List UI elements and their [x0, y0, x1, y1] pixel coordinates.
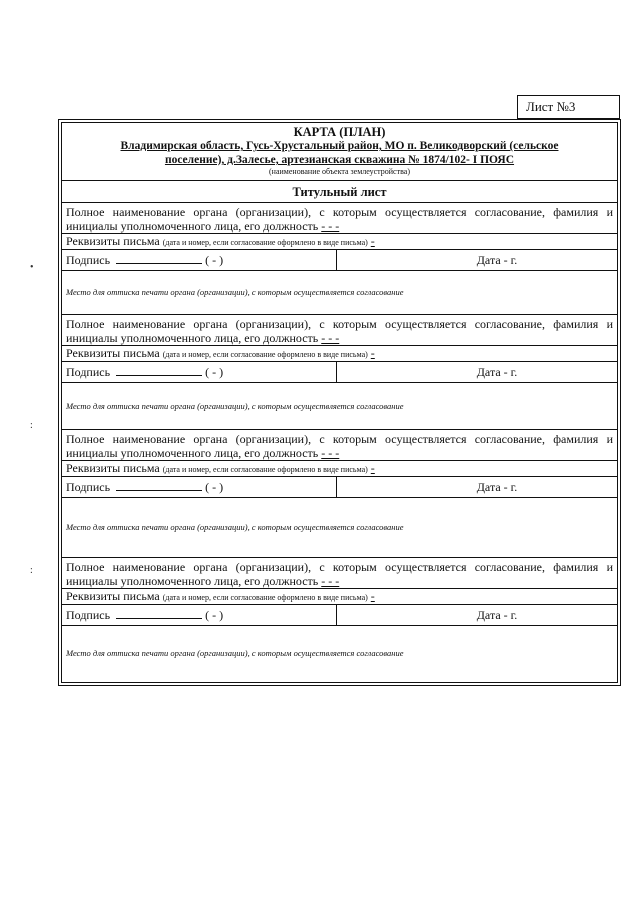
signature-value: ( - ) [205, 253, 224, 267]
signature-value: ( - ) [205, 480, 224, 494]
stamp-text: Место для оттиска печати органа (организации), с которым осуществляется согласование [66, 522, 404, 532]
object-name-line2: поселение), д.Залесье, артезианская скважина № 1874/102- I ПОЯС [164, 154, 515, 166]
document-title: КАРТА (ПЛАН) [293, 125, 386, 139]
approval-block [62, 315, 617, 430]
signature-cell [62, 605, 337, 625]
date-label: Дата - г. [476, 253, 518, 267]
letter-details-note: (дата и номер, если согласование оформлено в виде письма) [162, 593, 368, 602]
org-name-label: Полное наименование органа (организации), с которым осуществляется согласование, фамилия и инициалы уполномоченного лица, его должность [66, 317, 613, 345]
approval-block [62, 430, 617, 558]
org-name-row [62, 203, 617, 234]
date-cell [337, 250, 617, 270]
margin-mark: : [30, 420, 33, 431]
org-name-label: Полное наименование органа (организации), с которым осуществляется согласование, фамилия и инициалы уполномоченного лица, его должность [66, 560, 613, 588]
stamp-area [62, 626, 617, 680]
letter-details-row [62, 346, 617, 362]
letter-details-label: Реквизиты письма [66, 346, 160, 360]
date-cell [337, 605, 617, 625]
org-name-label: Полное наименование органа (организации), с которым осуществляется согласование, фамилия и инициалы уполномоченного лица, его должность [66, 432, 613, 460]
org-name-row [62, 558, 617, 589]
document-frame [58, 119, 621, 686]
letter-details-row [62, 461, 617, 477]
date-cell [337, 477, 617, 497]
sheet-number-box [517, 95, 620, 119]
signature-row [62, 605, 617, 626]
letter-details-label: Реквизиты письма [66, 461, 160, 475]
margin-mark: : [30, 565, 33, 576]
document-inner-frame [61, 122, 618, 683]
signature-value: ( - ) [205, 608, 224, 622]
letter-details-note: (дата и номер, если согласование оформлено в виде письма) [162, 465, 368, 474]
org-name-row [62, 315, 617, 346]
date-label: Дата - г. [476, 365, 518, 379]
signature-label: Подпись [66, 608, 111, 622]
signature-line [116, 251, 202, 264]
signature-row [62, 362, 617, 383]
org-name-label: Полное наименование органа (организации), с которым осуществляется согласование, фамилия и инициалы уполномоченного лица, его должность [66, 205, 613, 233]
signature-line [116, 606, 202, 619]
sheet-number: Лист №3 [526, 99, 576, 114]
stamp-text: Место для оттиска печати органа (организации), с которым осуществляется согласование [66, 287, 404, 297]
object-name-line1: Владимирская область, Гусь-Хрустальный район, МО п. Великодворский (сельское [120, 140, 559, 152]
object-caption: (наименование объекта землеустройства) [269, 167, 410, 176]
org-name-value: - - - [321, 219, 340, 233]
org-name-row [62, 430, 617, 461]
object-name [62, 139, 617, 167]
document-header [62, 123, 617, 181]
margin-mark: • [30, 262, 34, 273]
signature-line [116, 363, 202, 376]
letter-details-label: Реквизиты письма [66, 234, 160, 248]
letter-details-value: - [370, 589, 375, 603]
letter-details-note: (дата и номер, если согласование оформлено в виде письма) [162, 350, 368, 359]
letter-details-value: - [370, 234, 375, 248]
signature-label: Подпись [66, 365, 111, 379]
stamp-area [62, 271, 617, 313]
date-cell [337, 362, 617, 382]
stamp-text: Место для оттиска печати органа (организации), с которым осуществляется согласование [66, 400, 404, 411]
date-label: Дата - г. [476, 608, 518, 622]
org-name-value: - - - [321, 446, 340, 460]
signature-cell [62, 362, 337, 382]
org-name-value: - - - [321, 331, 340, 345]
signature-label: Подпись [66, 253, 111, 267]
signature-cell [62, 477, 337, 497]
signature-row [62, 250, 617, 271]
letter-details-note: (дата и номер, если согласование оформлено в виде письма) [162, 238, 368, 247]
signature-value: ( - ) [205, 365, 224, 379]
approval-block [62, 203, 617, 315]
letter-details-row [62, 234, 617, 250]
letter-details-value: - [370, 461, 375, 475]
signature-row [62, 477, 617, 498]
date-label: Дата - г. [476, 480, 518, 494]
signature-line [116, 478, 202, 491]
signature-label: Подпись [66, 480, 111, 494]
stamp-area [62, 498, 617, 556]
stamp-text: Место для оттиска печати органа (организации), с которым осуществляется согласование [66, 648, 404, 658]
signature-cell [62, 250, 337, 270]
section-title: Титульный лист [62, 181, 617, 203]
org-name-value: - - - [321, 574, 340, 588]
stamp-area [62, 383, 617, 428]
approval-block [62, 558, 617, 682]
letter-details-label: Реквизиты письма [66, 589, 160, 603]
letter-details-row [62, 589, 617, 605]
letter-details-value: - [370, 346, 375, 360]
